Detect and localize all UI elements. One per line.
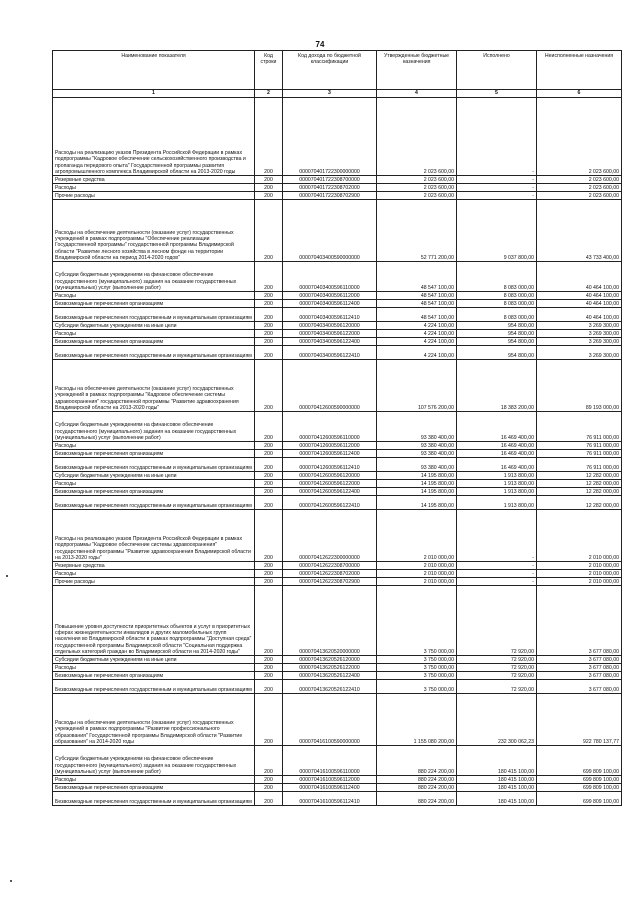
cell-remaining: 699 809 100,00	[537, 776, 622, 784]
cell-line-code: 200	[255, 442, 283, 450]
cell-remaining: 699 809 100,00	[537, 784, 622, 792]
cell-approved: 1 155 080 200,00	[377, 694, 457, 746]
cell-indicator-name: Безвозмездные перечисления организациям	[53, 784, 255, 792]
table-header	[53, 51, 622, 98]
cell-approved: 2 023 600,00	[377, 98, 457, 176]
cell-line-code: 200	[255, 292, 283, 300]
cell-budget-code: 000070412622308700000	[283, 562, 377, 570]
cell-approved: 2 023 600,00	[377, 184, 457, 192]
cell-budget-code: 000070401722308702900	[283, 192, 377, 200]
cell-budget-code: 000070412600596112000	[283, 442, 377, 450]
budget-execution-table	[52, 50, 622, 806]
cell-indicator-name: Прочие расходы	[53, 192, 255, 200]
cell-line-code: 200	[255, 338, 283, 346]
cell-approved: 52 771 200,00	[377, 200, 457, 262]
cell-line-code: 200	[255, 176, 283, 184]
table-row	[53, 746, 622, 776]
header-indicator-name: Наименование показателя	[53, 51, 255, 90]
cell-executed: 954 800,00	[457, 322, 537, 330]
cell-executed: 72 920,00	[457, 672, 537, 680]
table-row	[53, 784, 622, 792]
cell-remaining: 76 911 000,00	[537, 442, 622, 450]
cell-remaining: 12 282 000,00	[537, 480, 622, 488]
cell-executed: 72 920,00	[457, 680, 537, 694]
cell-executed: 8 083 000,00	[457, 308, 537, 322]
cell-executed: -	[457, 562, 537, 570]
cell-indicator-name: Субсидии бюджетным учреждениям на финансовое обеспечение государственного (муниципального) задания на оказание государственных (муниципальных) услуг (выполнение работ)	[53, 746, 255, 776]
cell-approved: 3 750 000,00	[377, 586, 457, 656]
cell-indicator-name: Повышение уровня доступности приоритетных объектов и услуг в приоритетных сферах жизнедеятельности инвалидов и других маломобильных групп населения во Владимирской области в рамках подпрограммы "Доступная среда" государственной программы Владимирской области "Социальная поддержка отдельных категорий граждан во Владимирской области на 2014-2020 годы"	[53, 586, 255, 656]
cell-approved: 880 224 200,00	[377, 746, 457, 776]
cell-budget-code: 000070401722300000000	[283, 98, 377, 176]
cell-indicator-name: Расходы	[53, 330, 255, 338]
table-row	[53, 192, 622, 200]
cell-line-code: 200	[255, 488, 283, 496]
cell-budget-code: 000070403400596112000	[283, 292, 377, 300]
cell-executed: 180 415 100,00	[457, 746, 537, 776]
cell-line-code: 200	[255, 360, 283, 412]
cell-remaining: 43 733 400,00	[537, 200, 622, 262]
cell-budget-code: 000070416100596112000	[283, 776, 377, 784]
cell-line-code: 200	[255, 346, 283, 360]
cell-line-code: 200	[255, 578, 283, 586]
cell-line-code: 200	[255, 200, 283, 262]
column-number: 1	[53, 90, 255, 98]
cell-approved: 14 195 800,00	[377, 472, 457, 480]
cell-budget-code: 000070413620526122400	[283, 672, 377, 680]
cell-executed: -	[457, 98, 537, 176]
cell-indicator-name: Безвозмездные перечисления организациям	[53, 300, 255, 308]
cell-budget-code: 000070412600596110000	[283, 412, 377, 442]
cell-executed: 16 469 400,00	[457, 442, 537, 450]
cell-remaining: 699 809 100,00	[537, 792, 622, 806]
cell-indicator-name: Субсидии бюджетным учреждениям на финансовое обеспечение государственного (муниципального) задания на оказание государственных (муниципальных) услуг (выполнение работ)	[53, 412, 255, 442]
cell-budget-code: 000070413620520000000	[283, 586, 377, 656]
cell-approved: 4 224 100,00	[377, 346, 457, 360]
cell-approved: 2 010 000,00	[377, 562, 457, 570]
cell-approved: 48 547 100,00	[377, 292, 457, 300]
cell-remaining: 2 023 600,00	[537, 184, 622, 192]
cell-indicator-name: Безвозмездные перечисления государственным и муниципальным организациям	[53, 496, 255, 510]
table-row	[53, 292, 622, 300]
cell-approved: 880 224 200,00	[377, 792, 457, 806]
cell-remaining: 3 677 080,00	[537, 672, 622, 680]
table-row	[53, 578, 622, 586]
table-row	[53, 510, 622, 562]
header-budget-code: Код дохода по бюджетной классификации	[283, 51, 377, 90]
cell-executed: 180 415 100,00	[457, 776, 537, 784]
cell-budget-code: 000070416100596112400	[283, 784, 377, 792]
cell-approved: 107 576 200,00	[377, 360, 457, 412]
column-number-row	[53, 90, 622, 98]
table-row	[53, 672, 622, 680]
cell-executed: -	[457, 176, 537, 184]
table-row	[53, 200, 622, 262]
cell-indicator-name: Безвозмездные перечисления государственным и муниципальным организациям	[53, 792, 255, 806]
table-row	[53, 480, 622, 488]
cell-approved: 2 010 000,00	[377, 570, 457, 578]
cell-approved: 3 750 000,00	[377, 680, 457, 694]
cell-approved: 3 750 000,00	[377, 672, 457, 680]
cell-executed: -	[457, 510, 537, 562]
cell-remaining: 3 677 080,00	[537, 664, 622, 672]
cell-remaining: 76 911 000,00	[537, 450, 622, 458]
cell-budget-code: 000070401722308700000	[283, 176, 377, 184]
cell-executed: 8 083 000,00	[457, 262, 537, 292]
cell-budget-code: 000070403400596112400	[283, 300, 377, 308]
cell-budget-code: 000070412600596122410	[283, 496, 377, 510]
table-row	[53, 322, 622, 330]
header-executed: Исполнено	[457, 51, 537, 90]
cell-remaining: 40 464 100,00	[537, 262, 622, 292]
cell-approved: 880 224 200,00	[377, 784, 457, 792]
cell-remaining: 40 464 100,00	[537, 292, 622, 300]
cell-approved: 48 547 100,00	[377, 262, 457, 292]
cell-budget-code: 000070403400596112410	[283, 308, 377, 322]
table-row	[53, 586, 622, 656]
cell-line-code: 200	[255, 792, 283, 806]
cell-budget-code: 000070412622300000000	[283, 510, 377, 562]
cell-approved: 2 023 600,00	[377, 192, 457, 200]
cell-executed: -	[457, 578, 537, 586]
cell-line-code: 200	[255, 656, 283, 664]
cell-executed: 16 469 400,00	[457, 458, 537, 472]
cell-remaining: 2 010 000,00	[537, 510, 622, 562]
cell-remaining: 3 269 300,00	[537, 330, 622, 338]
cell-executed: -	[457, 192, 537, 200]
cell-executed: 954 800,00	[457, 346, 537, 360]
cell-budget-code: 000070403400596122000	[283, 330, 377, 338]
scan-speck	[10, 880, 12, 882]
cell-executed: 232 300 062,23	[457, 694, 537, 746]
table-row	[53, 338, 622, 346]
table-row	[53, 346, 622, 360]
cell-executed: 180 415 100,00	[457, 784, 537, 792]
cell-executed: -	[457, 570, 537, 578]
cell-budget-code: 000070412600596122000	[283, 480, 377, 488]
cell-approved: 48 547 100,00	[377, 308, 457, 322]
cell-remaining: 40 464 100,00	[537, 300, 622, 308]
table-row	[53, 488, 622, 496]
table-row	[53, 680, 622, 694]
cell-approved: 14 195 800,00	[377, 496, 457, 510]
cell-remaining: 76 911 000,00	[537, 458, 622, 472]
cell-approved: 93 380 400,00	[377, 442, 457, 450]
table-row	[53, 792, 622, 806]
cell-executed: 1 913 800,00	[457, 488, 537, 496]
cell-budget-code: 000070403400596122400	[283, 338, 377, 346]
column-number: 5	[457, 90, 537, 98]
cell-budget-code: 000070413620526120000	[283, 656, 377, 664]
cell-remaining: 3 677 080,00	[537, 680, 622, 694]
cell-indicator-name: Расходы на реализацию указов Президента Российской Федерации в рамках подпрограммы "Кадровое обеспечение системы здравоохранения" государственной программы "Развитие здравоохранения Владимирской области на 2013-2020 годы"	[53, 510, 255, 562]
cell-approved: 880 224 200,00	[377, 776, 457, 784]
cell-budget-code: 000070412600596112410	[283, 458, 377, 472]
cell-budget-code: 000070412600596120000	[283, 472, 377, 480]
cell-indicator-name: Безвозмездные перечисления государственным и муниципальным организациям	[53, 308, 255, 322]
cell-indicator-name: Расходы	[53, 570, 255, 578]
table-row	[53, 360, 622, 412]
cell-line-code: 200	[255, 330, 283, 338]
cell-budget-code: 000070412600596112400	[283, 450, 377, 458]
cell-approved: 3 750 000,00	[377, 664, 457, 672]
cell-indicator-name: Безвозмездные перечисления организациям	[53, 672, 255, 680]
table-row	[53, 656, 622, 664]
cell-line-code: 200	[255, 680, 283, 694]
cell-remaining: 3 269 300,00	[537, 322, 622, 330]
header-row	[53, 51, 622, 90]
cell-remaining: 922 780 137,77	[537, 694, 622, 746]
table-row	[53, 694, 622, 746]
cell-remaining: 76 911 000,00	[537, 412, 622, 442]
cell-approved: 93 380 400,00	[377, 412, 457, 442]
table-body	[53, 98, 622, 806]
cell-indicator-name: Субсидии бюджетным учреждениям на финансовое обеспечение государственного (муниципального) задания на оказание государственных (муниципальных) услуг (выполнение работ)	[53, 262, 255, 292]
table-row	[53, 330, 622, 338]
cell-line-code: 200	[255, 776, 283, 784]
cell-remaining: 2 023 600,00	[537, 98, 622, 176]
cell-budget-code: 000070416100596112410	[283, 792, 377, 806]
cell-budget-code: 000070403400596110000	[283, 262, 377, 292]
cell-budget-code: 000070403400596120000	[283, 322, 377, 330]
cell-line-code: 200	[255, 472, 283, 480]
cell-executed: 954 800,00	[457, 338, 537, 346]
cell-executed: 8 083 000,00	[457, 292, 537, 300]
cell-indicator-name: Субсидии бюджетным учреждениям на иные цели	[53, 472, 255, 480]
cell-remaining: 2 010 000,00	[537, 578, 622, 586]
header-line-code: Код строки	[255, 51, 283, 90]
cell-remaining: 3 269 300,00	[537, 338, 622, 346]
column-number: 2	[255, 90, 283, 98]
cell-remaining: 12 282 000,00	[537, 488, 622, 496]
cell-remaining: 40 464 100,00	[537, 308, 622, 322]
cell-executed: 16 469 400,00	[457, 450, 537, 458]
cell-line-code: 200	[255, 262, 283, 292]
cell-remaining: 2 010 000,00	[537, 562, 622, 570]
cell-indicator-name: Субсидии бюджетным учреждениям на иные цели	[53, 322, 255, 330]
cell-indicator-name: Резервные средства	[53, 176, 255, 184]
cell-approved: 14 195 800,00	[377, 488, 457, 496]
cell-remaining: 3 677 080,00	[537, 586, 622, 656]
cell-remaining: 2 023 600,00	[537, 176, 622, 184]
cell-executed: 9 037 800,00	[457, 200, 537, 262]
table-row	[53, 562, 622, 570]
cell-remaining: 3 677 080,00	[537, 656, 622, 664]
cell-executed: 1 913 800,00	[457, 496, 537, 510]
cell-line-code: 200	[255, 480, 283, 488]
cell-executed: 1 913 800,00	[457, 472, 537, 480]
header-approved: Утвержденные бюджетные назначения	[377, 51, 457, 90]
cell-line-code: 200	[255, 412, 283, 442]
cell-indicator-name: Расходы на обеспечение деятельности (оказание услуг) государственных учреждений в рамках подпрограммы "Кадровое обеспечение системы здравоохранения" государственной программы "Развитие здравоохранения Владимирской области на 2013-2020 годы"	[53, 360, 255, 412]
cell-line-code: 200	[255, 784, 283, 792]
cell-remaining: 3 269 300,00	[537, 346, 622, 360]
cell-indicator-name: Расходы	[53, 184, 255, 192]
table-row	[53, 412, 622, 442]
table-row	[53, 450, 622, 458]
cell-line-code: 200	[255, 98, 283, 176]
cell-indicator-name: Прочие расходы	[53, 578, 255, 586]
cell-budget-code: 000070413620526122410	[283, 680, 377, 694]
cell-executed: 8 083 000,00	[457, 300, 537, 308]
cell-approved: 4 224 100,00	[377, 322, 457, 330]
cell-line-code: 200	[255, 694, 283, 746]
table-row	[53, 184, 622, 192]
cell-line-code: 200	[255, 672, 283, 680]
cell-line-code: 200	[255, 184, 283, 192]
cell-line-code: 200	[255, 192, 283, 200]
column-number: 3	[283, 90, 377, 98]
cell-indicator-name: Безвозмездные перечисления государственным и муниципальным организациям	[53, 346, 255, 360]
scan-speck	[6, 575, 8, 577]
table-row	[53, 176, 622, 184]
cell-remaining: 2 010 000,00	[537, 570, 622, 578]
cell-line-code: 200	[255, 586, 283, 656]
table-row	[53, 664, 622, 672]
cell-indicator-name: Расходы	[53, 442, 255, 450]
cell-line-code: 200	[255, 510, 283, 562]
cell-indicator-name: Безвозмездные перечисления организациям	[53, 338, 255, 346]
cell-approved: 93 380 400,00	[377, 458, 457, 472]
table-row	[53, 776, 622, 784]
column-number: 6	[537, 90, 622, 98]
cell-executed: 954 800,00	[457, 330, 537, 338]
cell-approved: 2 023 600,00	[377, 176, 457, 184]
cell-line-code: 200	[255, 570, 283, 578]
cell-budget-code: 000070416100596110000	[283, 746, 377, 776]
cell-budget-code: 000070403400596122410	[283, 346, 377, 360]
cell-approved: 3 750 000,00	[377, 656, 457, 664]
cell-approved: 48 547 100,00	[377, 300, 457, 308]
cell-budget-code: 000070403400590000000	[283, 200, 377, 262]
cell-approved: 93 380 400,00	[377, 450, 457, 458]
cell-indicator-name: Расходы на обеспечение деятельности (оказание услуг) государственных учреждений в рамках подпрограммы "Развитие профессионального образования" Государственной программы Владимирской области "Развитие образования" на 2014-2020 годы	[53, 694, 255, 746]
cell-indicator-name: Расходы	[53, 776, 255, 784]
cell-indicator-name: Резервные средства	[53, 562, 255, 570]
cell-line-code: 200	[255, 746, 283, 776]
column-number: 4	[377, 90, 457, 98]
cell-indicator-name: Субсидии бюджетным учреждениям на иные цели	[53, 656, 255, 664]
cell-remaining: 699 809 100,00	[537, 746, 622, 776]
cell-approved: 4 224 100,00	[377, 338, 457, 346]
table-row	[53, 458, 622, 472]
table-row	[53, 472, 622, 480]
cell-remaining: 89 193 000,00	[537, 360, 622, 412]
cell-budget-code: 000070412600596122400	[283, 488, 377, 496]
header-remaining: Неисполненные назначения	[537, 51, 622, 90]
cell-budget-code: 000070416100590000000	[283, 694, 377, 746]
table-row	[53, 262, 622, 292]
page-number: 74	[315, 40, 325, 49]
table-row	[53, 570, 622, 578]
cell-line-code: 200	[255, 300, 283, 308]
cell-executed: 72 920,00	[457, 664, 537, 672]
cell-executed: 72 920,00	[457, 586, 537, 656]
cell-line-code: 200	[255, 450, 283, 458]
cell-executed: 72 920,00	[457, 656, 537, 664]
cell-executed: 180 415 100,00	[457, 792, 537, 806]
cell-indicator-name: Безвозмездные перечисления организациям	[53, 488, 255, 496]
cell-indicator-name: Расходы на обеспечение деятельности (оказание услуг) государственных учреждений в рамках подпрограммы "Обеспечение реализации Государственной программы" государственной программы Владимирской области "Развитие лесного хозяйства в лесном фонде на территории Владимирской области на период 2014-2020 годов"	[53, 200, 255, 262]
cell-budget-code: 000070401722308702000	[283, 184, 377, 192]
cell-approved: 2 010 000,00	[377, 578, 457, 586]
cell-executed: -	[457, 184, 537, 192]
cell-line-code: 200	[255, 458, 283, 472]
table-row	[53, 496, 622, 510]
table-row	[53, 300, 622, 308]
table-row	[53, 308, 622, 322]
cell-indicator-name: Безвозмездные перечисления организациям	[53, 450, 255, 458]
cell-budget-code: 000070412622308702900	[283, 578, 377, 586]
cell-executed: 1 913 800,00	[457, 480, 537, 488]
cell-approved: 14 195 800,00	[377, 480, 457, 488]
cell-line-code: 200	[255, 308, 283, 322]
cell-line-code: 200	[255, 322, 283, 330]
cell-indicator-name: Безвозмездные перечисления государственным и муниципальным организациям	[53, 458, 255, 472]
cell-indicator-name: Расходы	[53, 480, 255, 488]
cell-indicator-name: Расходы	[53, 664, 255, 672]
table-row	[53, 98, 622, 176]
cell-budget-code: 000070412622308702000	[283, 570, 377, 578]
cell-approved: 2 010 000,00	[377, 510, 457, 562]
cell-budget-code: 000070413620526122000	[283, 664, 377, 672]
cell-executed: 18 383 200,00	[457, 360, 537, 412]
cell-line-code: 200	[255, 496, 283, 510]
cell-budget-code: 000070412600590000000	[283, 360, 377, 412]
cell-line-code: 200	[255, 562, 283, 570]
cell-indicator-name: Безвозмездные перечисления государственным и муниципальным организациям	[53, 680, 255, 694]
cell-remaining: 12 282 000,00	[537, 472, 622, 480]
cell-indicator-name: Расходы на реализацию указов Президента Российской Федерации в рамках подпрограммы "Кадровое обеспечение сельскохозяйственного производства и пропаганда передового опыта" Государственной программы развития агропромышленного комплекса Владимирской области на 2013-2020 годы	[53, 98, 255, 176]
cell-approved: 4 224 100,00	[377, 330, 457, 338]
cell-remaining: 2 023 600,00	[537, 192, 622, 200]
cell-line-code: 200	[255, 664, 283, 672]
table-row	[53, 442, 622, 450]
cell-executed: 16 469 400,00	[457, 412, 537, 442]
cell-remaining: 12 282 000,00	[537, 496, 622, 510]
cell-indicator-name: Расходы	[53, 292, 255, 300]
